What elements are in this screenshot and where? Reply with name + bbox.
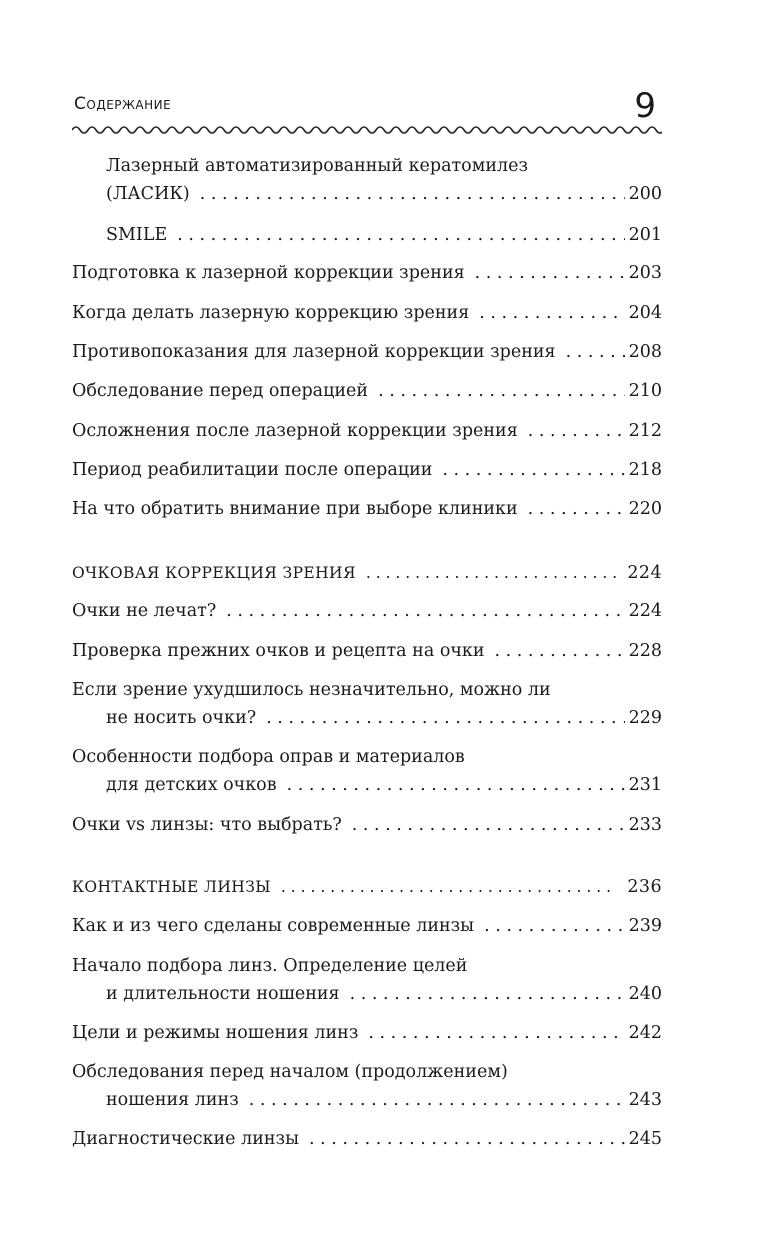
toc-entry-title: Когда делать лазерную коррекцию зрения — [72, 303, 470, 323]
toc-entry-title: Осложнения после лазерной коррекции зрения — [72, 421, 518, 441]
toc-entry-title: Проверка прежних очков и рецепта на очки — [72, 641, 485, 661]
toc-entry-page: 224 — [628, 601, 662, 621]
dot-leader — [484, 912, 624, 940]
dot-leader — [200, 180, 625, 208]
toc-entry[interactable] — [72, 152, 662, 208]
toc-entry-page: 204 — [628, 303, 662, 323]
running-title: Содержание — [74, 94, 172, 114]
toc-entry-page: 224 — [627, 563, 662, 583]
running-header — [72, 86, 662, 126]
toc-entry-title: Очки не лечат? — [72, 601, 217, 621]
toc-entry[interactable] — [72, 676, 662, 732]
toc-entry-title: Очки vs линзы: что выбрать? — [72, 815, 342, 835]
dot-leader — [566, 338, 625, 366]
toc-entry-title: Особенности подбора оправ и материалов — [72, 747, 465, 767]
toc-entry[interactable] — [72, 299, 662, 327]
wavy-divider — [72, 124, 662, 136]
toc-entry-title: Обследования перед началом (продолжением) — [72, 1062, 508, 1082]
toc-entry-title: Обследование перед операцией — [72, 381, 369, 401]
toc-section-heading[interactable] — [72, 559, 662, 587]
toc-entry-title: Период реабилитации после операции — [72, 460, 433, 480]
dot-leader — [309, 1125, 625, 1153]
dot-leader — [266, 704, 624, 732]
toc-entry-page: 243 — [628, 1090, 662, 1110]
toc-entry[interactable] — [72, 952, 662, 1008]
toc-entry-page: 236 — [627, 877, 662, 897]
toc-entry-page: 228 — [628, 641, 662, 661]
toc-entry-title: Как и из чего сделаны современные линзы — [72, 916, 475, 936]
toc-entry-title-cont: ношения линз — [106, 1090, 239, 1110]
toc-entry-page: 200 — [628, 184, 662, 204]
toc-entry-page: 218 — [628, 460, 662, 480]
dot-leader — [368, 1019, 624, 1047]
toc-entry-page: 245 — [628, 1129, 662, 1149]
toc-entry[interactable] — [72, 811, 662, 839]
toc-entry[interactable] — [72, 912, 662, 940]
dot-leader — [226, 597, 624, 625]
dot-leader — [249, 1086, 625, 1114]
toc-entry-page: 240 — [628, 984, 662, 1004]
toc-entry-page: 220 — [628, 499, 662, 519]
dot-leader — [442, 456, 624, 484]
toc-section-title: ОЧКОВАЯ КОРРЕКЦИЯ ЗРЕНИЯ — [72, 564, 356, 582]
toc-entry[interactable] — [72, 743, 662, 799]
toc-entry-title: На что обратить внимание при выборе клиники — [72, 499, 518, 519]
toc-entry-page: 210 — [628, 381, 662, 401]
toc-entry[interactable] — [72, 1058, 662, 1114]
toc-entry-page: 231 — [628, 775, 662, 795]
toc-entry-title: Подготовка к лазерной коррекции зрения — [72, 263, 465, 283]
toc-entry-page: 229 — [628, 708, 662, 728]
dot-leader — [177, 221, 624, 249]
toc-entry[interactable] — [72, 377, 662, 405]
toc-entry-title: Противопоказания для лазерной коррекции зрения — [72, 342, 556, 362]
dot-leader — [366, 559, 618, 587]
dot-leader — [350, 980, 625, 1008]
toc-entry-title-cont: не носить очки? — [106, 708, 257, 728]
toc-entry[interactable] — [72, 637, 662, 665]
toc-entry-title-cont: и длительности ношения — [106, 984, 340, 1004]
toc-entry-page: 201 — [628, 225, 662, 245]
toc-entry[interactable] — [72, 1125, 662, 1153]
dot-leader — [287, 771, 625, 799]
toc-entry-page: 203 — [628, 263, 662, 283]
toc-section-heading[interactable] — [72, 873, 662, 901]
toc-entry[interactable] — [72, 221, 662, 249]
toc-entry[interactable] — [72, 338, 662, 366]
toc-entry-title-cont: для детских очков — [106, 775, 277, 795]
toc-entry-title: Цели и режимы ношения линз — [72, 1023, 359, 1043]
dot-leader — [475, 259, 625, 287]
toc-entry[interactable] — [72, 1019, 662, 1047]
dot-leader — [281, 873, 617, 901]
page-number: 9 — [634, 86, 656, 126]
dot-leader — [528, 417, 625, 445]
toc-entry[interactable] — [72, 456, 662, 484]
toc-entry[interactable] — [72, 495, 662, 523]
toc-entry-page: 242 — [628, 1023, 662, 1043]
toc-entry-title: Начало подбора линз. Определение целей — [72, 956, 468, 976]
toc-entry[interactable] — [72, 259, 662, 287]
dot-leader — [378, 377, 625, 405]
toc-entry-title: SMILE — [106, 225, 168, 245]
toc-entry[interactable] — [72, 597, 662, 625]
toc-entry[interactable] — [72, 417, 662, 445]
toc-entry-page: 212 — [628, 421, 662, 441]
toc-entry-title: Диагностические линзы — [72, 1129, 300, 1149]
dot-leader — [479, 299, 624, 327]
toc-entry-title-cont: (ЛАСИК) — [106, 184, 190, 204]
toc-entry-title: Если зрение ухудшилось незначительно, можно ли — [72, 680, 551, 700]
dot-leader — [352, 811, 625, 839]
dot-leader — [495, 637, 625, 665]
toc-entry-page: 233 — [628, 815, 662, 835]
toc-section-title: КОНТАКТНЫЕ ЛИНЗЫ — [72, 878, 271, 896]
toc-entry-title: Лазерный автоматизированный кератомилез — [106, 156, 529, 176]
dot-leader — [528, 495, 625, 523]
toc-entry-page: 239 — [628, 916, 662, 936]
toc-entry-page: 208 — [628, 342, 662, 362]
